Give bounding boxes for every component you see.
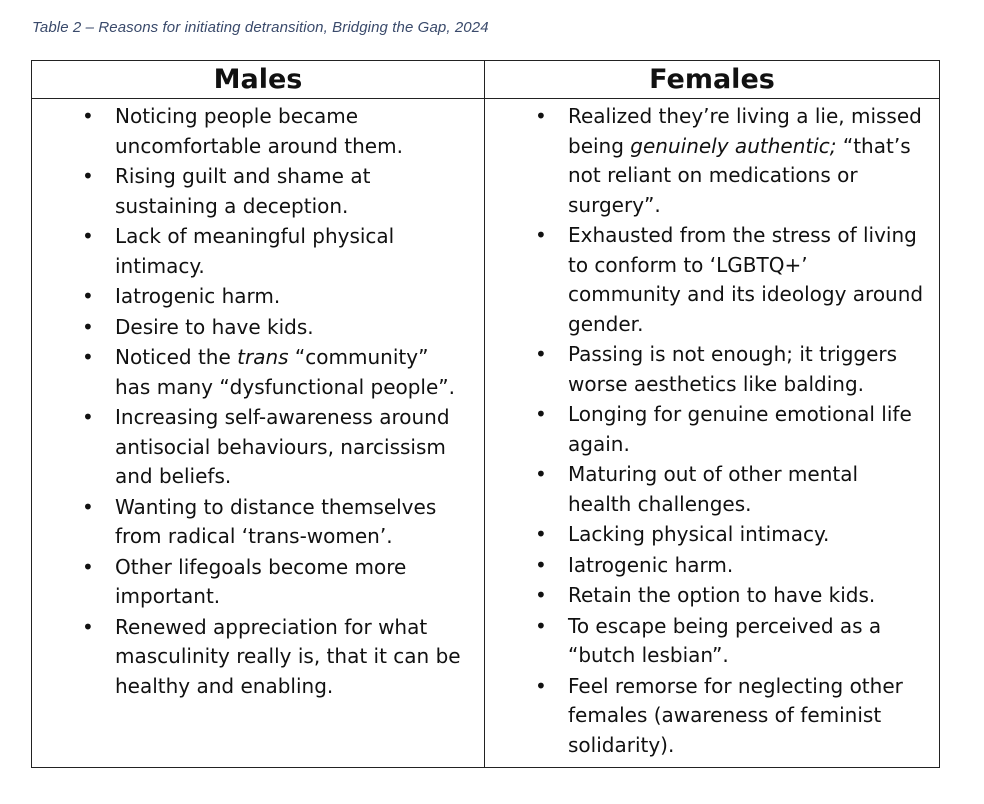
males-list-item xyxy=(32,102,470,161)
males-list-item xyxy=(32,553,470,612)
bullet-icon: • xyxy=(535,583,547,607)
bullet-icon: • xyxy=(535,522,547,546)
males-list xyxy=(32,102,470,701)
bullet-icon: • xyxy=(82,314,94,339)
item-text: Lacking physical intimacy. xyxy=(568,522,830,546)
item-text: Renewed appreciation for what masculinity really is, that it can be healthy and enabling. xyxy=(115,614,461,698)
bullet-icon: • xyxy=(535,402,547,426)
item-text: “that’s not reliant on medications or surgery”. xyxy=(568,133,911,217)
females-list-item xyxy=(485,581,925,611)
males-list-item xyxy=(32,313,470,343)
bullet-icon: • xyxy=(82,224,94,248)
bullet-icon: • xyxy=(82,164,94,188)
females-list-item xyxy=(485,400,925,459)
item-text: Iatrogenic harm. xyxy=(568,552,734,577)
item-text: Feel remorse for neglecting other females (awareness of feminist solidarity). xyxy=(568,673,903,757)
bullet-icon: • xyxy=(535,342,547,366)
bullet-icon: • xyxy=(82,345,94,369)
bullet-icon: • xyxy=(82,614,94,639)
bullet-icon: • xyxy=(535,223,547,247)
females-cell xyxy=(485,99,940,768)
bullet-icon: • xyxy=(82,494,94,519)
item-text: Noticing people became uncomfortable around them. xyxy=(115,104,403,158)
item-text: Wanting to distance themselves from radical ‘trans-women’. xyxy=(115,494,437,548)
item-text: Passing is not enough; it triggers worse aesthetics like balding. xyxy=(568,342,898,396)
item-text: Realized they’re living a lie, missed being xyxy=(568,104,922,158)
bullet-icon: • xyxy=(535,462,547,486)
males-list-item xyxy=(32,282,470,312)
item-text: Noticed the xyxy=(115,345,238,369)
males-list-item xyxy=(32,343,470,402)
item-text: Increasing self-awareness around antisocial behaviours, narcissism and beliefs. xyxy=(115,405,450,488)
table-caption: Table 2 – Reasons for initiating detransition, Bridging the Gap, 2024 xyxy=(32,19,489,36)
item-text: Exhausted from the stress of living to conform to ‘LGBTQ+’ community and its ideology around gender. xyxy=(568,223,924,336)
females-list-item xyxy=(485,460,925,519)
males-cell xyxy=(32,99,485,768)
emphasized-text: trans xyxy=(237,345,289,369)
item-text: Other lifegoals become more important. xyxy=(115,554,407,608)
bullet-icon: • xyxy=(82,104,94,128)
males-list-item xyxy=(32,162,470,221)
bullet-icon: • xyxy=(535,552,547,577)
bullet-icon: • xyxy=(82,284,94,308)
females-header: Females xyxy=(485,61,940,99)
item-text: Retain the option to have kids. xyxy=(568,583,876,607)
males-list-item xyxy=(32,222,470,281)
females-list-item xyxy=(485,102,925,220)
item-text: Longing for genuine emotional life again. xyxy=(568,402,912,456)
emphasized-text: genuinely authentic; xyxy=(630,133,837,158)
item-text: To escape being perceived as a “butch lesbian”. xyxy=(568,613,882,667)
females-list-item xyxy=(485,612,925,671)
females-list-item xyxy=(485,340,925,399)
item-text: Maturing out of other mental health challenges. xyxy=(568,462,859,516)
bullet-icon: • xyxy=(535,673,547,698)
item-text: Iatrogenic harm. xyxy=(115,284,281,308)
item-text: Rising guilt and shame at sustaining a deception. xyxy=(115,164,371,218)
females-list xyxy=(485,102,925,760)
bullet-icon: • xyxy=(82,405,94,429)
bullet-icon: • xyxy=(535,613,547,638)
males-list-item xyxy=(32,403,470,492)
table-body-row xyxy=(32,99,940,768)
item-text: Desire to have kids. xyxy=(115,314,314,339)
males-list-item xyxy=(32,613,470,702)
males-header: Males xyxy=(32,61,485,99)
reasons-table xyxy=(31,60,940,768)
item-text: Lack of meaningful physical intimacy. xyxy=(115,224,395,278)
item-text: “community” has many “dysfunctional people”. xyxy=(115,345,456,399)
bullet-icon: • xyxy=(535,104,547,128)
males-list-item xyxy=(32,493,470,552)
females-list-item xyxy=(485,520,925,550)
bullet-icon: • xyxy=(82,554,94,579)
table-header-row xyxy=(32,61,940,99)
females-list-item xyxy=(485,221,925,339)
females-list-item xyxy=(485,672,925,761)
females-list-item xyxy=(485,551,925,581)
